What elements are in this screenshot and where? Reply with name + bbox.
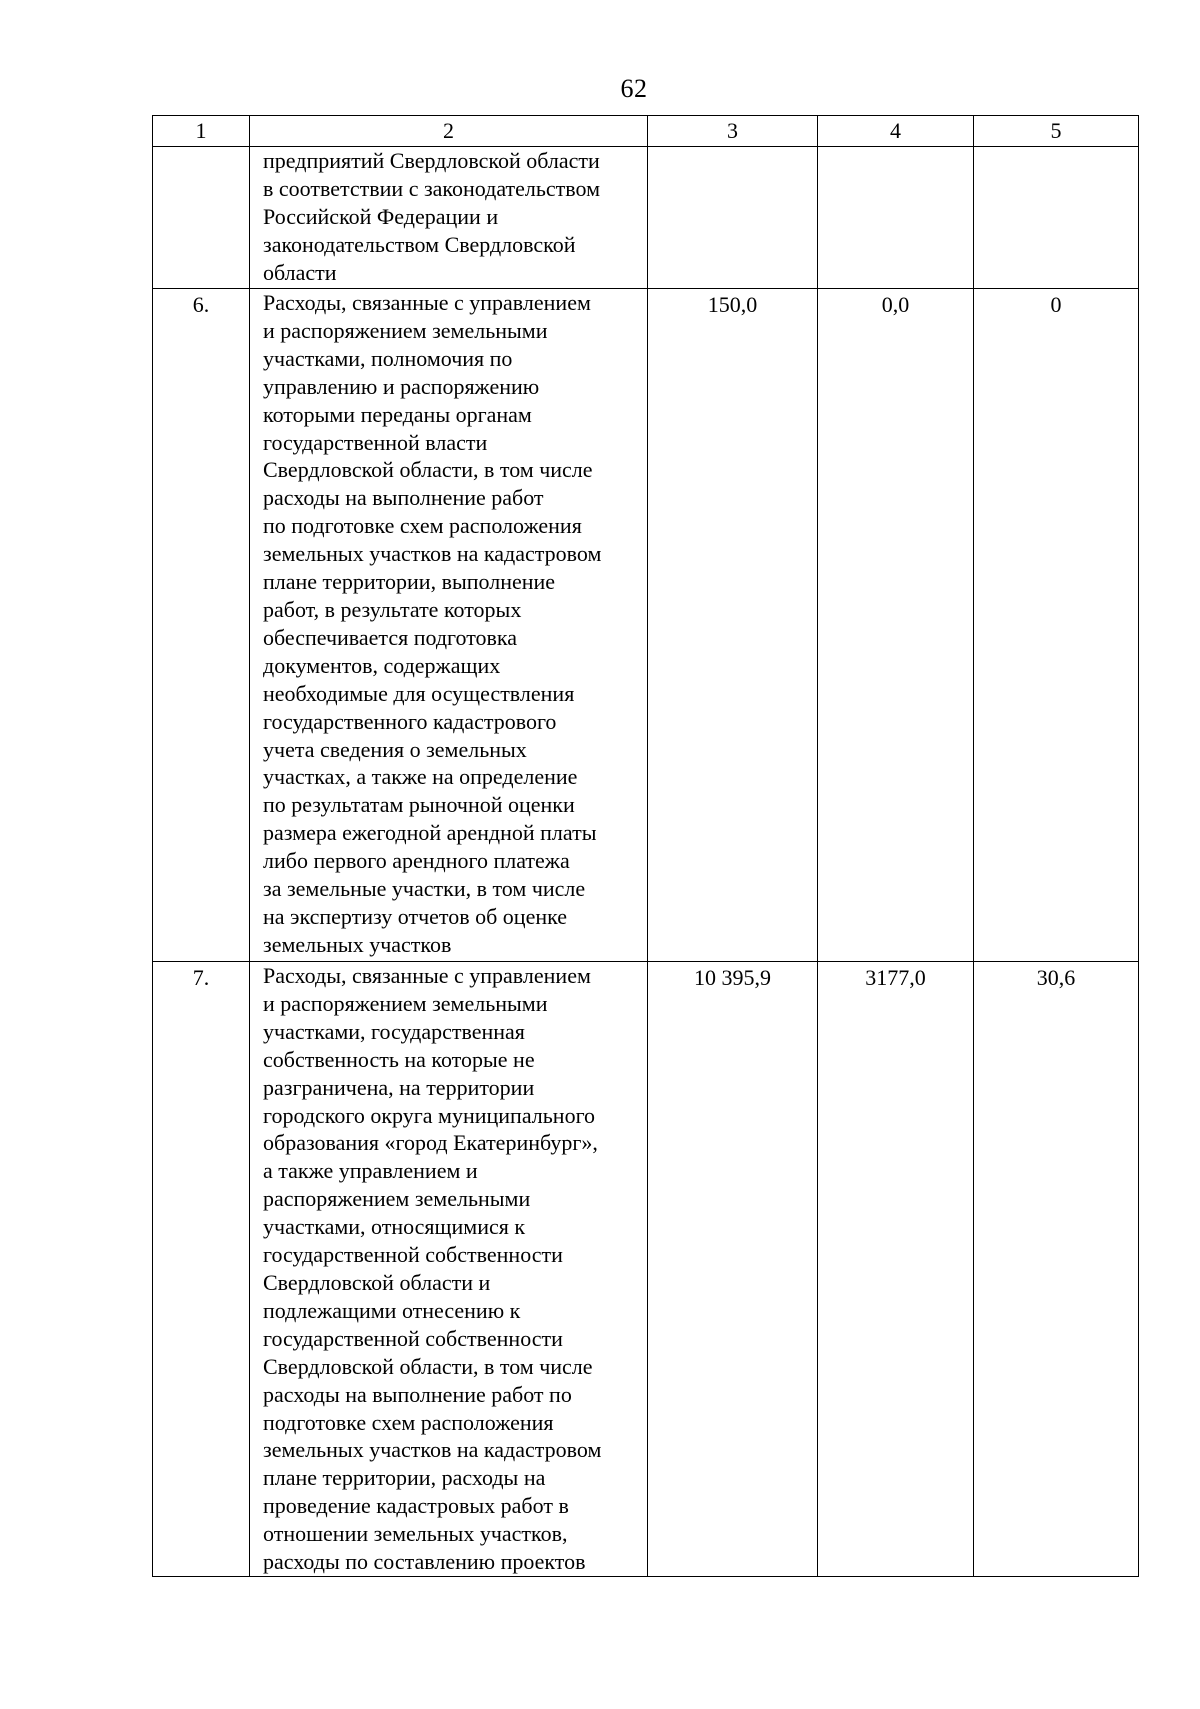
table-row [153,147,1139,289]
description-line: земельных участков на кадастровом [263,1437,602,1463]
description-line: собственность на которые не [263,1046,535,1072]
row-description [250,289,648,962]
description-line: расходы на выполнение работ по [263,1381,572,1407]
description-line: области [263,259,337,285]
description-line: предприятий Свердловской области [263,148,600,173]
description-line: государственной собственности [263,1242,563,1268]
budget-table [152,115,1139,1577]
row-number: 7. [153,962,250,1577]
description-line: а также управлением и [263,1158,478,1184]
description-line: документов, содержащих [263,652,501,678]
description-line: подлежащими отнесению к [263,1297,521,1323]
description-line: Российской Федерации и [263,203,499,229]
description-line: размера ежегодной арендной платы [263,820,597,846]
description-line: разграничена, на территории [263,1074,535,1100]
description-line: и распоряжением земельными [263,317,548,343]
description-line: плане территории, выполнение [263,569,556,595]
description-line: Расходы, связанные с управлением [263,963,591,988]
row-value-col4 [818,147,974,289]
description-line: плане территории, расходы на [263,1465,546,1491]
description-line: по результатам рыночной оценки [263,792,575,818]
row-description [250,147,648,289]
description-line: расходы на выполнение работ [263,485,544,511]
description-line: обеспечивается подготовка [263,624,518,650]
description-line: необходимые для осуществления [263,680,575,706]
description-line: участками, относящимися к [263,1214,526,1240]
table-row [153,289,1139,962]
description-line: проведение кадастровых работ в [263,1493,569,1519]
description-line: земельных участков [263,931,452,957]
description-line: участками, полномочия по [263,345,513,371]
description-line: Свердловской области, в том числе [263,457,593,483]
description-line: по подготовке схем расположения [263,513,582,539]
description-line: распоряжением земельными [263,1186,531,1212]
row-value-col3: 150,0 [648,289,818,962]
description-line: Свердловской области и [263,1269,491,1295]
row-value-col4: 3177,0 [818,962,974,1577]
row-value-col4: 0,0 [818,289,974,962]
description-line: образования «город Екатеринбург», [263,1130,598,1156]
description-line: Расходы, связанные с управлением [263,290,591,315]
description-line: либо первого арендного платежа [263,848,570,874]
description-line: законодательством Свердловской [263,231,576,257]
table-row [153,962,1139,1577]
column-number-1: 1 [153,116,250,147]
description-line: государственной власти [263,429,488,455]
row-value-col3 [648,147,818,289]
description-line: Свердловской области, в том числе [263,1353,593,1379]
description-line: управлению и распоряжению [263,373,540,399]
column-number-5: 5 [974,116,1139,147]
description-line: и распоряжением земельными [263,990,548,1016]
description-line: отношении земельных участков, [263,1521,568,1547]
description-line: земельных участков на кадастровом [263,541,602,567]
description-line: в соответствии с законодательством [263,175,601,201]
description-line: расходы по составлению проектов [263,1549,586,1575]
description-line: государственного кадастрового [263,708,557,734]
description-line: которыми переданы органам [263,401,532,427]
description-line: подготовке схем расположения [263,1409,554,1435]
row-number [153,147,250,289]
description-line: учета сведения о земельных [263,736,527,762]
row-value-col3: 10 395,9 [648,962,818,1577]
description-line: на экспертизу отчетов об оценке [263,903,568,929]
description-line: работ, в результате которых [263,596,522,622]
table-header-row [153,116,1139,147]
description-line: участками, государственная [263,1018,525,1044]
description-line: государственной собственности [263,1325,563,1351]
column-number-2: 2 [250,116,648,147]
page-number: 62 [620,74,648,103]
row-number: 6. [153,289,250,962]
row-value-col5: 30,6 [974,962,1139,1577]
row-description [250,962,648,1577]
description-line: участках, а также на определение [263,764,578,790]
row-value-col5 [974,147,1139,289]
description-line: за земельные участки, в том числе [263,876,586,902]
description-line: городского округа муниципального [263,1102,596,1128]
row-value-col5: 0 [974,289,1139,962]
column-number-3: 3 [648,116,818,147]
column-number-4: 4 [818,116,974,147]
